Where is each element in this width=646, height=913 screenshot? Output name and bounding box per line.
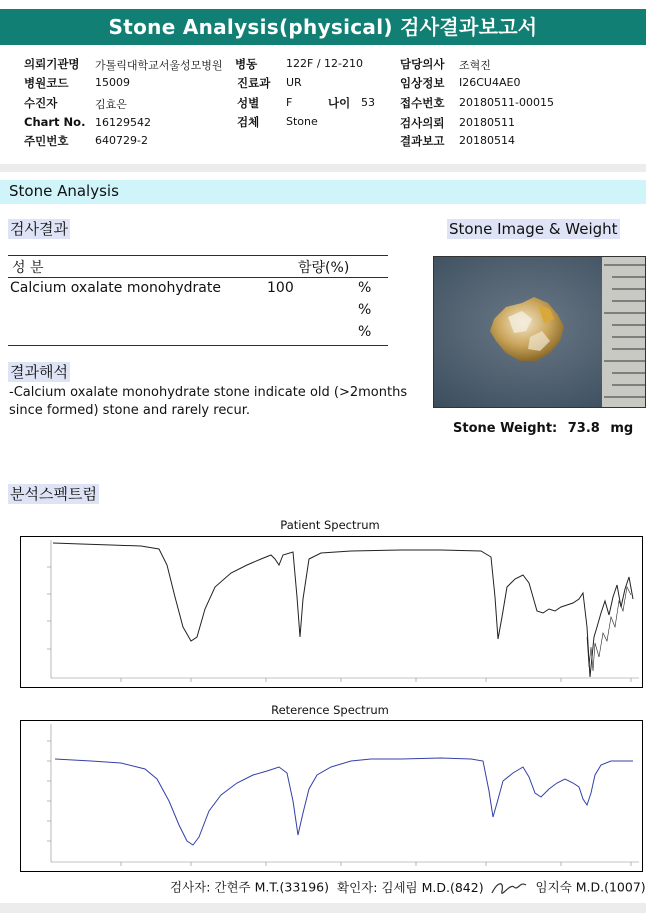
sex-value: F [286, 96, 293, 109]
stone-photo [433, 256, 646, 408]
institution-value: 가톨릭대학교서울성모병원 [95, 59, 223, 72]
reference-spectrum-plot [20, 720, 643, 872]
collector-value: 김효은 [95, 98, 127, 111]
weight-unit: mg [610, 421, 634, 436]
confirmer: 확인자: 김세림 M.D.(842) [337, 879, 484, 895]
section-header [0, 180, 646, 204]
table-header-rule [8, 277, 388, 278]
section-title: Stone Analysis [9, 182, 119, 200]
weight-value: 73.8 [567, 421, 600, 436]
table-top-rule [8, 255, 388, 256]
image-heading: Stone Image & Weight [449, 220, 618, 238]
report-date-value: 20180514 [459, 134, 515, 147]
reference-spectrum-svg [21, 721, 642, 871]
row-unit: % [358, 302, 372, 318]
institution-label: 의뢰기관명 [24, 57, 80, 71]
receipt-no-value: 20180511-00015 [459, 96, 554, 109]
specimen-value: Stone [286, 115, 318, 128]
confirmer-2: 임지숙 M.D.(1007) [535, 879, 646, 895]
ward-value: 122F / 12-210 [286, 57, 363, 70]
doctor-label: 담당의사 [400, 57, 445, 71]
request-date-label: 검사의뢰 [400, 116, 445, 130]
signature-line [170, 877, 646, 899]
collector-label: 수진자 [24, 96, 58, 110]
spectrum-heading: 분석스펙트럼 [10, 485, 97, 503]
row-unit: % [358, 280, 372, 296]
report-title: Stone Analysis(physical) 검사결과보고서 [0, 9, 646, 45]
receipt-no-label: 접수번호 [400, 96, 445, 110]
clinical-info-value: I26CU4AE0 [459, 76, 521, 89]
resident-no-label: 주민번호 [24, 134, 69, 148]
col-component: 성 분 [12, 260, 44, 276]
stone-image [434, 257, 645, 407]
sex-label: 성별 [237, 96, 260, 110]
divider [0, 164, 646, 172]
weight-label: Stone Weight: [453, 421, 558, 436]
row-value: 100 [267, 280, 294, 296]
resident-no-value: 640729-2 [95, 134, 148, 147]
results-heading: 검사결과 [10, 220, 68, 238]
interpretation-text: -Calcium oxalate monohydrate stone indicate old (>2months since formed) stone and rarely recur. [9, 385, 408, 418]
ward-label: 병동 [235, 57, 258, 71]
request-date-value: 20180511 [459, 116, 515, 129]
patient-spectrum-plot [20, 536, 643, 688]
department-label: 진료과 [237, 76, 271, 90]
patient-spectrum-title: Patient Spectrum [280, 518, 380, 532]
row-component: Calcium oxalate monohydrate [10, 280, 221, 296]
examiner: 검사자: 간현주 M.T.(33196) [170, 879, 330, 895]
hospital-code-label: 병원코드 [24, 76, 69, 90]
reference-spectrum-title: Reterence Spectrum [271, 703, 389, 717]
clinical-info-label: 임상정보 [400, 76, 445, 90]
age-value: 53 [361, 96, 375, 109]
age-label: 나이 [328, 96, 351, 110]
specimen-label: 검체 [237, 115, 260, 129]
report-date-label: 결과보고 [400, 134, 445, 148]
patient-spectrum-svg [21, 537, 642, 687]
col-content: 함량(%) [298, 260, 350, 276]
doctor-value: 조혁진 [459, 59, 491, 72]
department-value: UR [286, 76, 302, 89]
hospital-code-value: 15009 [95, 76, 130, 89]
stone-weight [453, 421, 633, 436]
row-unit: % [358, 324, 372, 340]
table-bottom-rule [8, 345, 388, 346]
chart-no-label: Chart No. [24, 115, 86, 129]
bottom-strip [0, 903, 646, 913]
chart-no-value: 16129542 [95, 116, 151, 129]
interpretation-heading: 결과해석 [10, 363, 68, 381]
signature-icon [490, 877, 530, 899]
